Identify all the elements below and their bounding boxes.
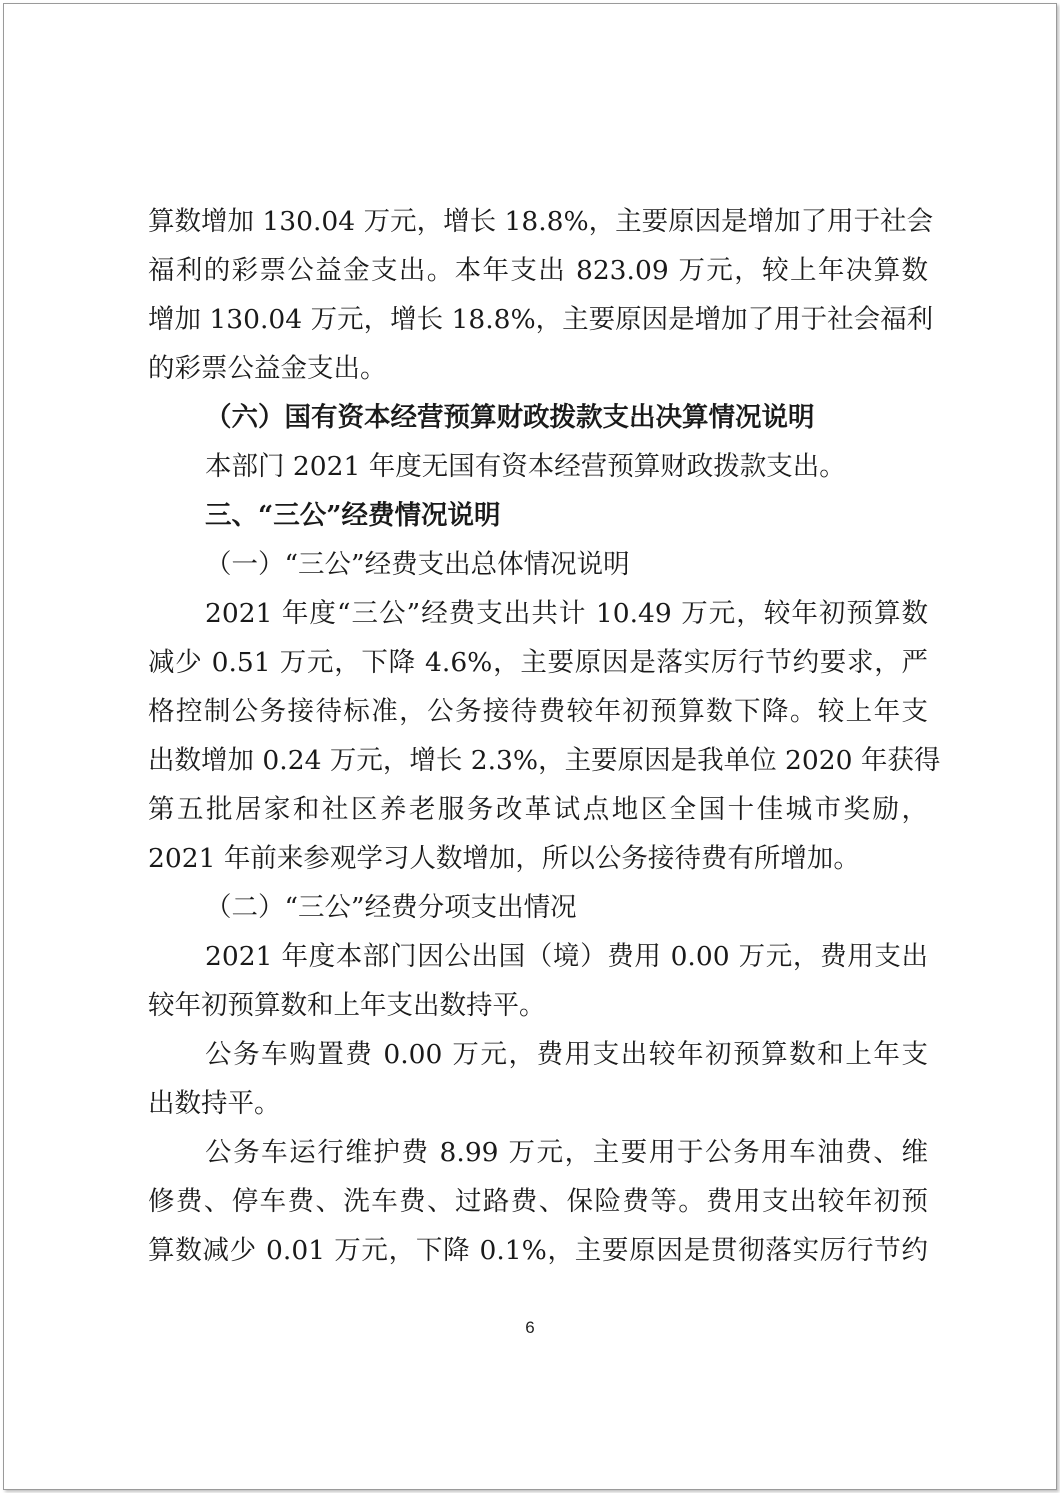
paragraph-line: 较年初预算数和上年支出数持平。 (148, 990, 546, 1021)
paragraph-line: 第五批居家和社区养老服务改革试点地区全国十佳城市奖励， (148, 794, 928, 825)
paragraph-line: 公务车运行维护费 8.99 万元，主要用于公务用车油费、维 (205, 1137, 928, 1168)
paragraph-line: 2021 年度本部门因公出国（境）费用 0.00 万元，费用支出 (205, 941, 928, 972)
section-heading: （一）“三公”经费支出总体情况说明 (205, 549, 630, 580)
paragraph-line: 福利的彩票公益金支出。本年支出 823.09 万元，较上年决算数 (148, 255, 928, 286)
paragraph-line: 算数增加 130.04 万元，增长 18.8%，主要原因是增加了用于社会 (148, 206, 934, 237)
paragraph-line: 格控制公务接待标准，公务接待费较年初预算数下降。较上年支 (148, 696, 928, 727)
paragraph-line: 修费、停车费、洗车费、过路费、保险费等。费用支出较年初预 (148, 1186, 928, 1217)
paragraph-line: 出数持平。 (148, 1088, 281, 1119)
paragraph-line: 2021 年度“三公”经费支出共计 10.49 万元，较年初预算数 (205, 598, 928, 629)
paragraph-line: 出数增加 0.24 万元，增长 2.3%，主要原因是我单位 2020 年获得 (148, 745, 941, 776)
paragraph-line: 本部门 2021 年度无国有资本经营预算财政拨款支出。 (205, 451, 846, 482)
page-number: 6 (525, 1318, 535, 1337)
chapter-heading: 三、“三公”经费情况说明 (205, 500, 501, 531)
section-heading: （二）“三公”经费分项支出情况 (205, 892, 577, 923)
paragraph-line: 增加 130.04 万元，增长 18.8%，主要原因是增加了用于社会福利 (148, 304, 934, 335)
paragraph-line: 公务车购置费 0.00 万元，费用支出较年初预算数和上年支 (205, 1039, 928, 1070)
paragraph-line: 2021 年前来参观学习人数增加，所以公务接待费有所增加。 (148, 843, 860, 874)
paragraph-line: 减少 0.51 万元，下降 4.6%，主要原因是落实厉行节约要求，严 (148, 647, 928, 678)
paragraph-line: 的彩票公益金支出。 (148, 353, 387, 384)
section-heading: （六）国有资本经营预算财政拨款支出决算情况说明 (205, 402, 815, 433)
paragraph-line: 算数减少 0.01 万元，下降 0.1%，主要原因是贯彻落实厉行节约 (148, 1235, 928, 1266)
